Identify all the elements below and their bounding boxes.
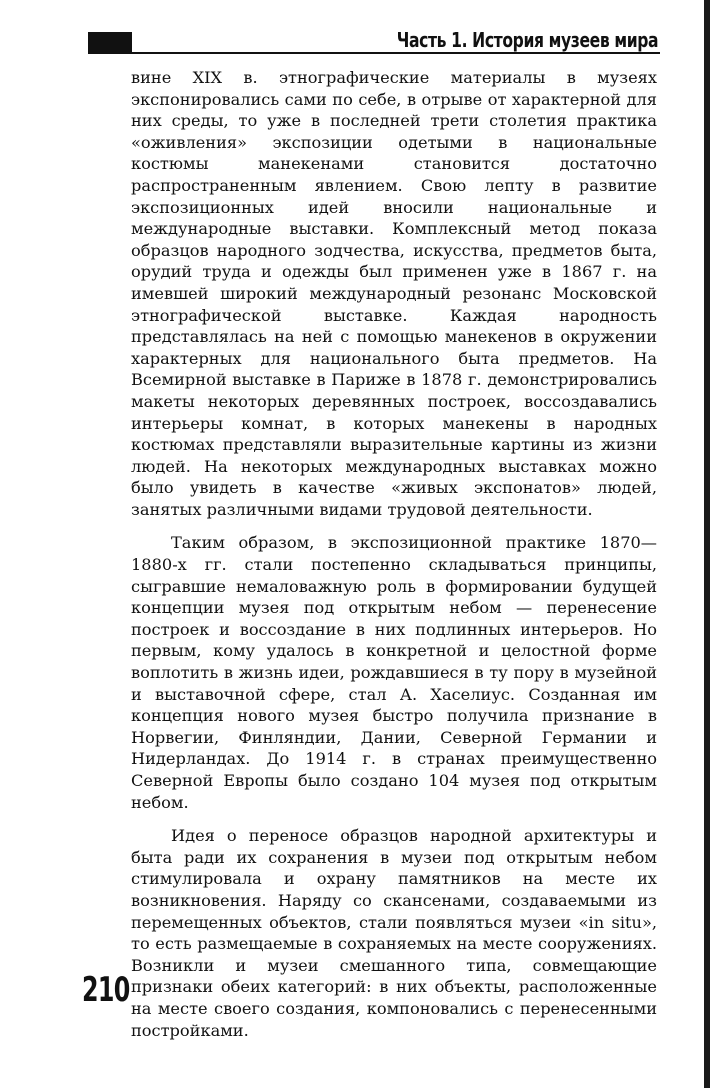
header-rule (132, 52, 660, 54)
header-marker-block (88, 32, 132, 54)
paragraph-1: вине XIX в. этнографические материалы в музеях экспонировались сами по себе, в отрыве от характерной для них среды, то уже в последней трети столетия практика «оживления» экспозиции одетыми в национальные костюмы манекенами становится достаточно распространенным явлением. Свою лепту в развитие экспозиционных идей вносили национальные и международные выставки. Комплексный метод показа образцов народного зодчества, искусства, предметов быта, орудий труда и одежды был применен уже в 1867 г. на имевшей широкий международный резонанс Московской этнографической выставке. Каждая народность представлялась на ней с помощью манекенов в окружении характерных для национального быта предметов. На Всемирной выставке в Париже в 1878 г. демонстрировались макеты некоторых деревянных построек, воссоздавались интерьеры комнат, в которых манекены в народных костюмах представляли выразительные картины из жизни людей. На некоторых международных выставках можно было увидеть в качестве «живых экспонатов» людей, занятых различными видами трудовой деятельности. (131, 68, 657, 519)
running-head: Часть 1. История музеев мира (396, 28, 658, 52)
page-number: 210 (82, 970, 130, 1010)
paragraph-3: Идея о переносе образцов народной архитектуры и быта ради их сохранения в музеи под открытым небом стимулировала и охрану памятников на месте их возникновения. Наряду со скансенами, создаваемыми из перемещенных объектов, стали появляться музеи «in situ», то есть размещаемые в сохраняемых на месте сооружениях. Возникли и музеи смешанного типа, совмещающие признаки обеих категорий: в них объекты, расположенные на месте своего создания, компоновались с перенесенными постройками. (131, 826, 657, 1040)
body-text (131, 67, 657, 1053)
paragraph-2: Таким образом, в экспозиционной практике 1870—1880-х гг. стали постепенно складываться принципы, сыгравшие немаловажную роль в формировании будущей концепции музея под открытым небом — перенесение построек и воссоздание в них подлинных интерьеров. Но первым, кому удалось в конкретной и целостной форме воплотить в жизнь идеи, рождавшиеся в ту пору в музейной и выставочной сфере, стал А. Хаселиус. Созданная им концепция нового музея быстро получила признание в Норвегии, Финляндии, Дании, Северной Германии и Нидерландах. До 1914 г. в странах преимущественно Северной Европы было создано 104 музея под открытым небом. (131, 533, 657, 812)
page-edge-shadow (704, 0, 710, 1088)
page-header (88, 28, 660, 56)
